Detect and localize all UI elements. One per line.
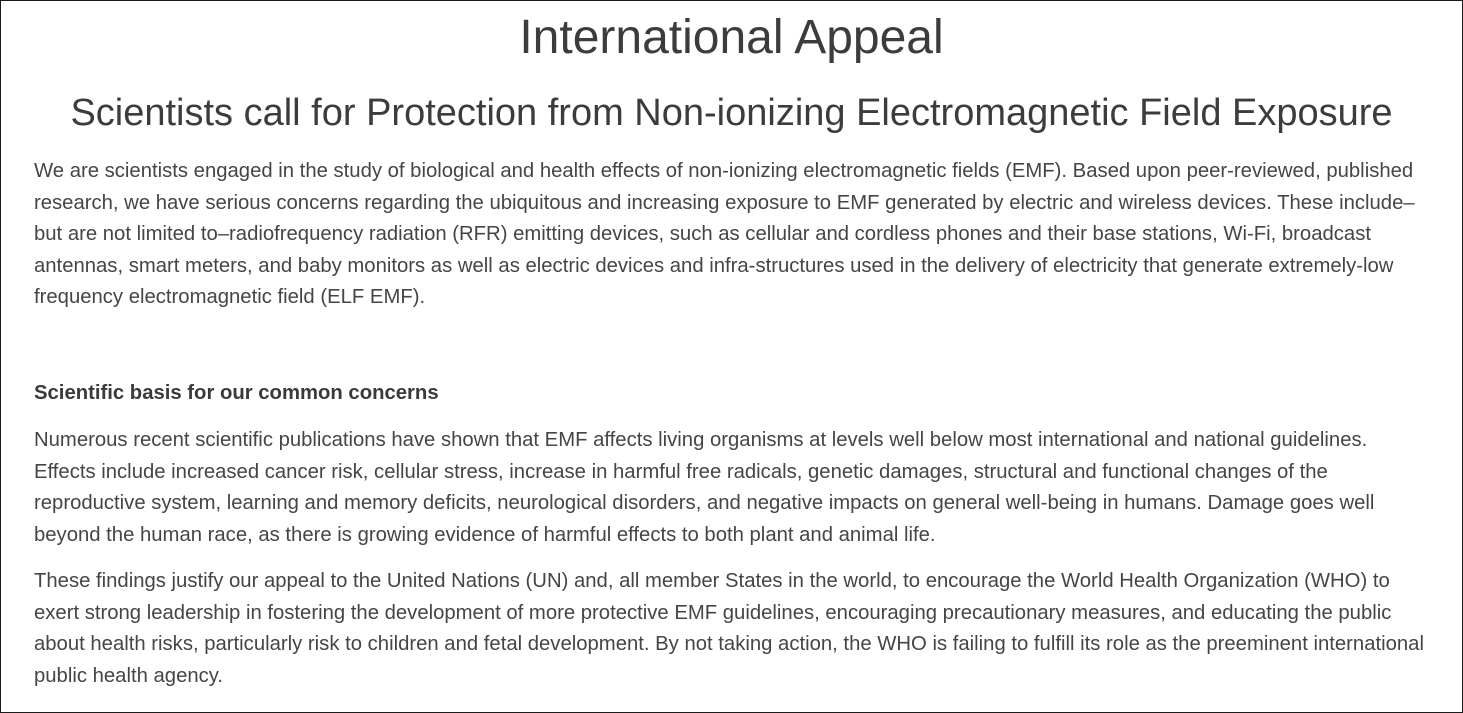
page-title: International Appeal [519, 11, 944, 64]
page-subtitle: Scientists call for Protection from Non-ionizing Electromagnetic Field Exposure [70, 92, 1393, 134]
basis-paragraph: Numerous recent scientific publications have shown that EMF affects living organisms at levels well below most international and national guidelines. Effects include increased cancer risk, cellular stress, increase in harmful free radicals, genetic damages, structural and functional changes of the reproductive system, learning and memory deficits, neurological disorders, and negative impacts on general well-being in humans. Damage goes well beyond the human race, as there is growing evidence of harmful effects to both plant and animal life. [34, 429, 1375, 546]
section-heading: Scientific basis for our common concerns [34, 382, 439, 404]
intro-paragraph: We are scientists engaged in the study of biological and health effects of non-ionizing electromagnetic fields (EMF). Based upon peer-reviewed, published research, we have serious concerns regarding the ubiquitous and increasing exposure to EMF generated by electric and wireless devices. These include–but are not limited to–radiofrequency radiation (RFR) emitting devices, such as cellular and cordless phones and their base stations, Wi-Fi, broadcast antennas, smart meters, and baby monitors as well as electric devices and infra-structures used in the delivery of electricity that generate extremely-low frequency electromagnetic field (ELF EMF). [34, 160, 1415, 309]
appeal-paragraph: These findings justify our appeal to the United Nations (UN) and, all member States in the world, to encourage the World Health Organization (WHO) to exert strong leadership in fostering the development of more protective EMF guidelines, encouraging precautionary measures, and educating the public about health risks, particularly risk to children and fetal development. By not taking action, the WHO is failing to fulfill its role as the preeminent international public health agency. [34, 570, 1424, 687]
